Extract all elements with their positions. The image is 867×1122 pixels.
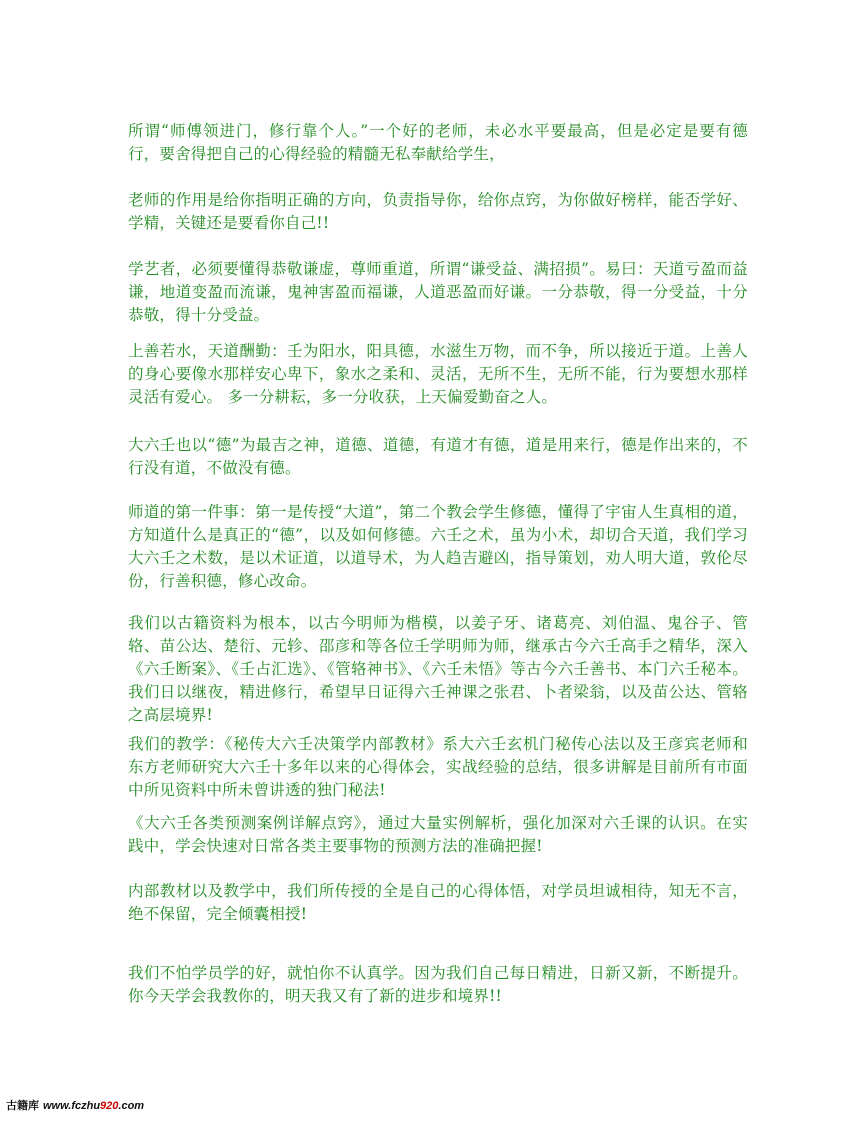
paragraph-sincerity: 内部教材以及教学中，我们所传授的全是自己的心得体悟，对学员坦诚相待，知无不言，绝不保留，完全倾囊相授! [128, 882, 748, 923]
paragraph-teacher-guidance: 所谓“师傅领进门，修行靠个人。”一个好的老师，未必水平要最高，但是必定是要有德行，要舍得把自己的心得经验的精髓无私奉献给学生， [128, 122, 748, 163]
footer-url-accent: 920 [100, 1100, 119, 1112]
paragraph-teaching-materials: 我们的教学：《秘传大六壬决策学内部教材》系大六壬玄机门秘传心法以及王彦宾老师和东方老师研究大六壬十多年以来的心得体会，实战经验的总结，很多讲解是目前所有市面中所见资料中所未曾讲透的独门秘法! [128, 735, 748, 799]
paragraph-humility: 学艺者，必须要懂得恭敬谦虚，尊师重道，所谓“谦受益、满招损”。易曰：天道亏盈而益谦，地道变盈而流谦，鬼神害盈而福谦，人道恶盈而好谦。一分恭敬，得一分受益，十分恭敬，得十分受益。 [128, 260, 748, 324]
paragraph-teacher-role: 老师的作用是给你指明正确的方向，负责指导你，给你点窍，为你做好榜样，能否学好、学精，关键还是要看你自己!! [128, 191, 748, 232]
paragraph-classics: 我们以古籍资料为根本，以古今明师为楷模，以姜子牙、诸葛亮、刘伯温、鬼谷子、管辂、苗公达、楚衍、元轸、邵彦和等各位壬学明师为师，继承古今六壬高手之精华，深入《六壬断案》、《壬占汇选》、《管辂神书》、《六壬未悟》等古今六壬善书、本门六壬秘本。我们日以继夜，精进修行，希望早日证得六壬神课之张君、卜者梁翁，以及苗公达、管辂之高层境界! [128, 614, 748, 724]
footer-url-suffix: .com [118, 1100, 145, 1112]
paragraph-teaching-way: 师道的第一件事：第一是传授“大道”，第二个教会学生修德，懂得了宇宙人生真相的道，方知道什么是真正的“德”，以及如何修德。六壬之术，虽为小术，却切合天道，我们学习大六壬之术数，是以术证道，以道导术，为人趋吉避凶，指导策划，劝人明大道，敦伦尽份，行善积德，修心改命。 [128, 503, 748, 590]
paragraph-water-virtue: 上善若水，天道酬勤：壬为阳水，阳具德，水滋生万物，而不争，所以接近于道。上善人的身心要像水那样安心卑下，象水之柔和、灵活，无所不生，无所不能，行为要想水那样灵活有爱心。 多一分耕耘，多一分收获，上天偏爱勤奋之人。 [128, 342, 748, 406]
footer-url[interactable] [43, 1100, 144, 1112]
footer-url-prefix: www.fczhu [43, 1100, 101, 1112]
paragraph-progress: 我们不怕学员学的好，就怕你不认真学。因为我们自己每日精进，日新又新，不断提升。你今天学会我教你的，明天我又有了新的进步和境界!! [128, 964, 748, 1005]
footer-brand: 古籍库 [6, 1100, 39, 1112]
footer-watermark [6, 1097, 144, 1113]
paragraph-virtue: 大六壬也以“德”为最吉之神，道德、道德，有道才有德，道是用来行，德是作出来的，不行没有道，不做没有德。 [128, 436, 748, 477]
paragraph-case-studies: 《大六壬各类预测案例详解点窍》，通过大量实例解析，强化加深对六壬课的认识。在实践中，学会快速对日常各类主要事物的预测方法的准确把握! [128, 814, 748, 855]
